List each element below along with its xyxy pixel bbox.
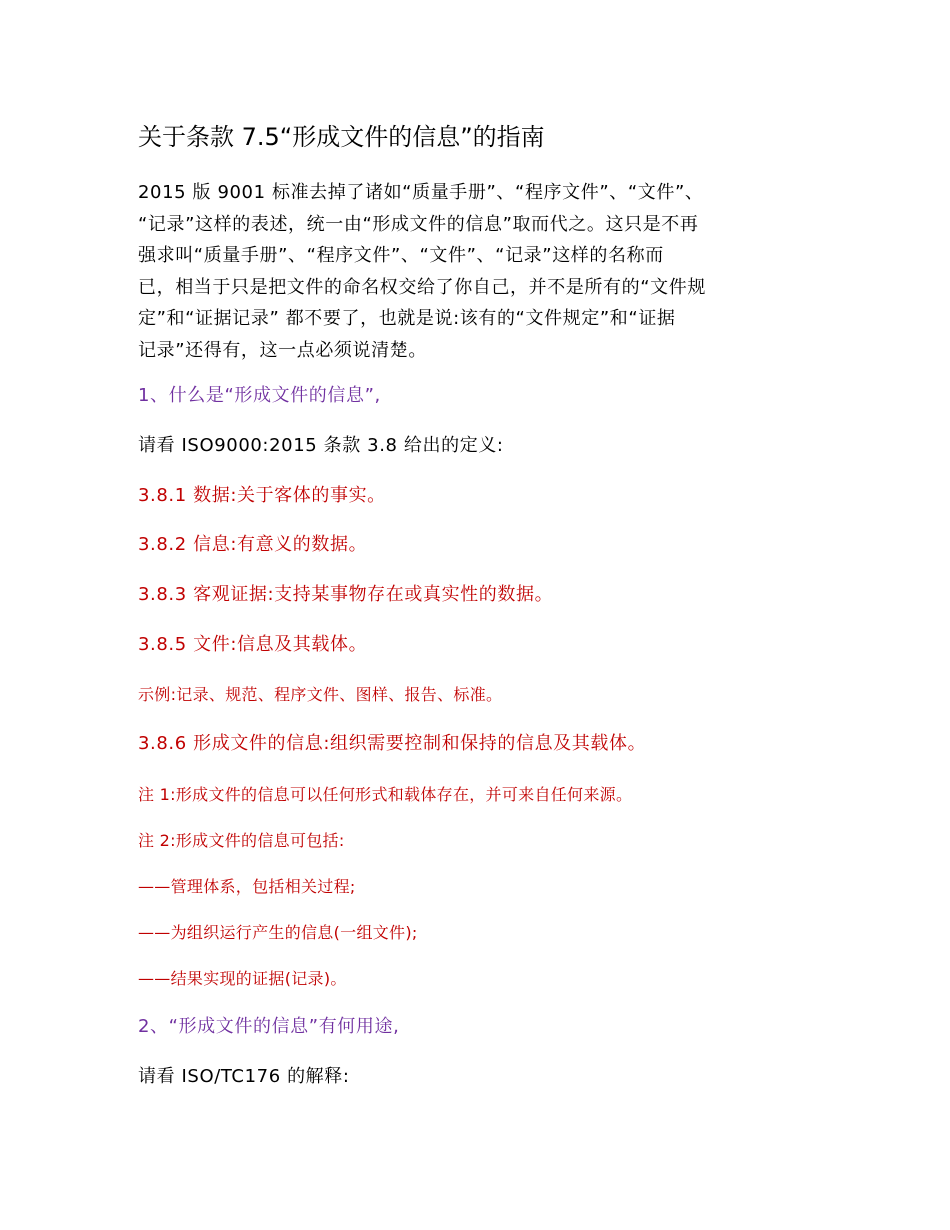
intro-line: “记录”这样的表述，统一由“形成文件的信息”取而代之。这只是不再 [138, 213, 699, 235]
section1-intro: 请看 ISO9000:2015 条款 3.8 给出的定义: [138, 435, 504, 456]
definition-3-8-2: 3.8.2 信息:有意义的数据。 [138, 534, 368, 555]
intro-line: 强求叫“质量手册”、“程序文件”、“文件”、“记录”这样的名称而 [138, 245, 664, 266]
list-item: ——为组织运行产生的信息(一组文件); [138, 923, 418, 942]
section2-intro: 请看 ISO/TC176 的解释: [138, 1066, 350, 1087]
list-item: ——结果实现的证据(记录)。 [138, 969, 347, 988]
list-item: ——管理体系，包括相关过程; [138, 877, 356, 896]
note-2: 注 2:形成文件的信息可包括: [138, 831, 345, 850]
section2-heading: 2、“形成文件的信息”有何用途, [138, 1016, 400, 1037]
intro-line: 已，相当于只是把文件的命名权交给了你自己，并不是所有的“文件规 [138, 276, 706, 298]
note-1: 注 1:形成文件的信息可以任何形式和载体存在，并可来自任何来源。 [138, 785, 633, 804]
page-title: 关于条款 7.5“形成文件的信息”的指南 [138, 123, 545, 151]
intro-line: 定”和“证据记录” 都不要了，也就是说:该有的“文件规定”和“证据 [138, 308, 676, 329]
intro-line: 记录”还得有，这一点必须说清楚。 [138, 339, 427, 361]
definition-3-8-1: 3.8.1 数据:关于客体的事实。 [138, 485, 386, 506]
intro-line: 2015 版 9001 标准去掉了诸如“质量手册”、“程序文件”、“文件”、 [138, 182, 704, 203]
section1-heading: 1、什么是“形成文件的信息”, [138, 385, 381, 406]
definition-3-8-3: 3.8.3 客观证据:支持某事物存在或真实性的数据。 [138, 584, 554, 605]
definition-3-8-5-example: 示例:记录、规范、程序文件、图样、报告、标准。 [138, 685, 503, 704]
definition-3-8-5: 3.8.5 文件:信息及其载体。 [138, 634, 368, 655]
intro-paragraph [138, 177, 818, 366]
definition-3-8-6: 3.8.6 形成文件的信息:组织需要控制和保持的信息及其载体。 [138, 733, 647, 754]
